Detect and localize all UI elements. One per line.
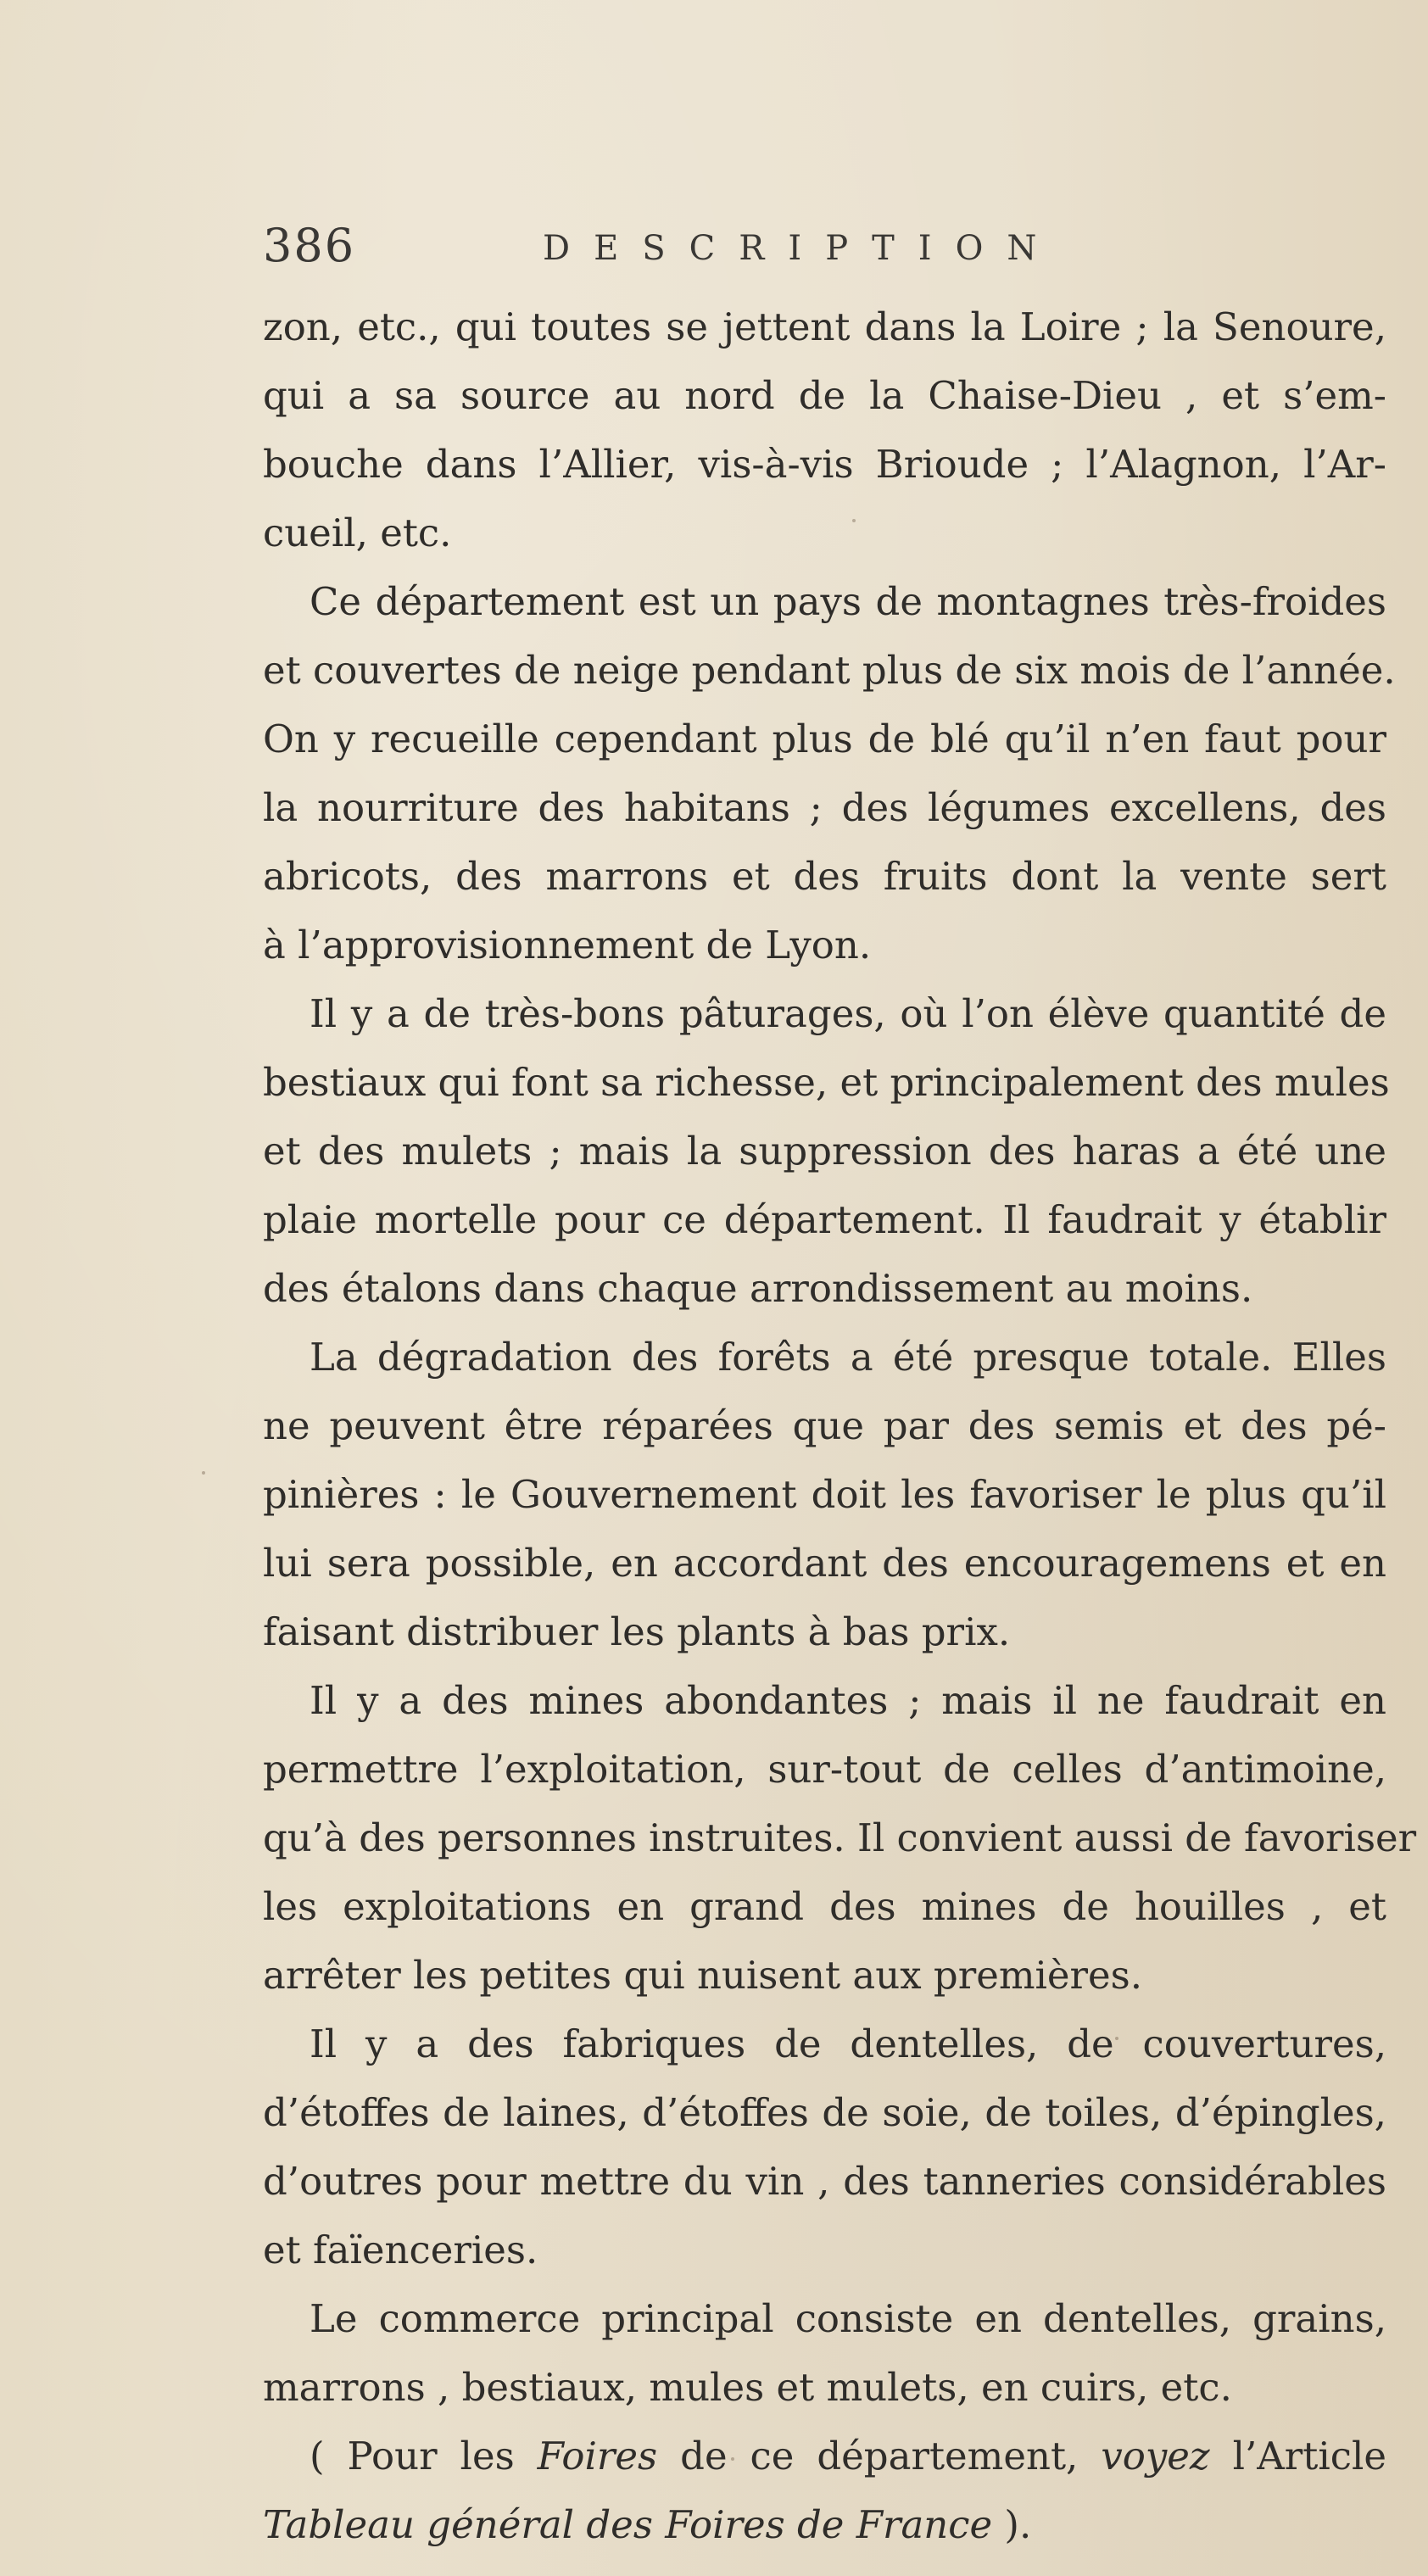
text-line: ne peuvent être réparées que par des semis et des pé- <box>263 1403 1386 1448</box>
closing-line-2 <box>263 2490 1386 2559</box>
text-line: pinières : le Gouvernement doit les favoriser le plus qu’il <box>263 1472 1386 1517</box>
text-line: à l’approvisionnement de Lyon. <box>263 923 872 967</box>
text-line: zon, etc., qui toutes se jettent dans la Loire ; la Senoure, <box>263 304 1386 349</box>
paper-speck <box>1019 2054 1023 2057</box>
closing-prefix: ( Pour les <box>310 2434 538 2478</box>
page-number: 386 <box>263 219 356 272</box>
text-line: Il y a des fabriques de dentelles, de couvertures, <box>310 2021 1386 2066</box>
text-line: Il y a de très-bons pâturages, où l’on élève quantité de <box>310 991 1386 1036</box>
closing-line-1 <box>263 2422 1386 2490</box>
closing-middle: de ce département, <box>657 2434 1102 2478</box>
text-line: lui sera possible, en accordant des encouragemens et en <box>263 1541 1386 1586</box>
text-line: bouche dans l’Allier, vis-à-vis Brioude ; l’Alagnon, l’Ar- <box>263 442 1386 487</box>
closing-foires: Foires <box>537 2434 658 2478</box>
text-line: les exploitations en grand des mines de houilles , et <box>263 1884 1386 1929</box>
paper-speck <box>852 519 856 522</box>
text-line: et des mulets ; mais la suppression des haras a été une <box>263 1129 1386 1174</box>
page-header <box>263 216 1162 284</box>
text-line: d’étoffes de laines, d’étoffes de soie, de toiles, d’épingles, <box>263 2090 1386 2135</box>
text-line: plaie mortelle pour ce département. Il faudrait y établir <box>263 1197 1386 1242</box>
text-line: arrêter les petites qui nuisent aux premières. <box>263 1953 1143 1998</box>
text-line: faisant distribuer les plants à bas prix. <box>263 1609 1011 1654</box>
text-line: Le commerce principal consiste en dentelles, grains, <box>310 2296 1386 2341</box>
paper-speck <box>202 1471 205 1475</box>
text-line: et couvertes de neige pendant plus de six mois de l’année. <box>263 648 1396 693</box>
paper-speck <box>731 2457 734 2461</box>
text-line: qui a sa source au nord de la Chaise-Dieu , et s’em- <box>263 373 1386 418</box>
text-line: qu’à des personnes instruites. Il convient aussi de favoriser <box>263 1815 1417 1860</box>
text-line: la nourriture des habitans ; des légumes excellens, des <box>263 785 1386 830</box>
running-title: DESCRIPTION <box>543 229 1061 268</box>
text-line: Ce département est un pays de montagnes très-froides <box>310 579 1386 624</box>
text-line: On y recueille cependant plus de blé qu’il n’en faut pour <box>263 716 1386 761</box>
text-line: et faïenceries. <box>263 2228 538 2272</box>
text-line: La dégradation des forêts a été presque totale. Elles <box>310 1335 1386 1380</box>
text-line: des étalons dans chaque arrondissement au moins. <box>263 1266 1253 1311</box>
paper-speck <box>1115 2037 1118 2040</box>
closing-table-title: Tableau général des Foires de France <box>263 2502 993 2547</box>
text-line: bestiaux qui font sa richesse, et principalement des mules <box>263 1060 1390 1105</box>
closing-article: l’Article <box>1209 2434 1386 2478</box>
text-line: abricots, des marrons et des fruits dont la vente sert <box>263 854 1386 899</box>
text-line: marrons , bestiaux, mules et mulets, en cuirs, etc. <box>263 2365 1232 2410</box>
closing-voyez: voyez <box>1101 2434 1210 2478</box>
text-line: Il y a des mines abondantes ; mais il ne faudrait en <box>310 1678 1386 1723</box>
closing-end: ). <box>992 2502 1032 2547</box>
text-line: cueil, etc. <box>263 510 452 555</box>
text-line: permettre l’exploitation, sur-tout de celles d’antimoine, <box>263 1747 1386 1792</box>
text-line: d’outres pour mettre du vin , des tanneries considérables <box>263 2159 1386 2204</box>
page-body-text <box>263 293 1417 2559</box>
